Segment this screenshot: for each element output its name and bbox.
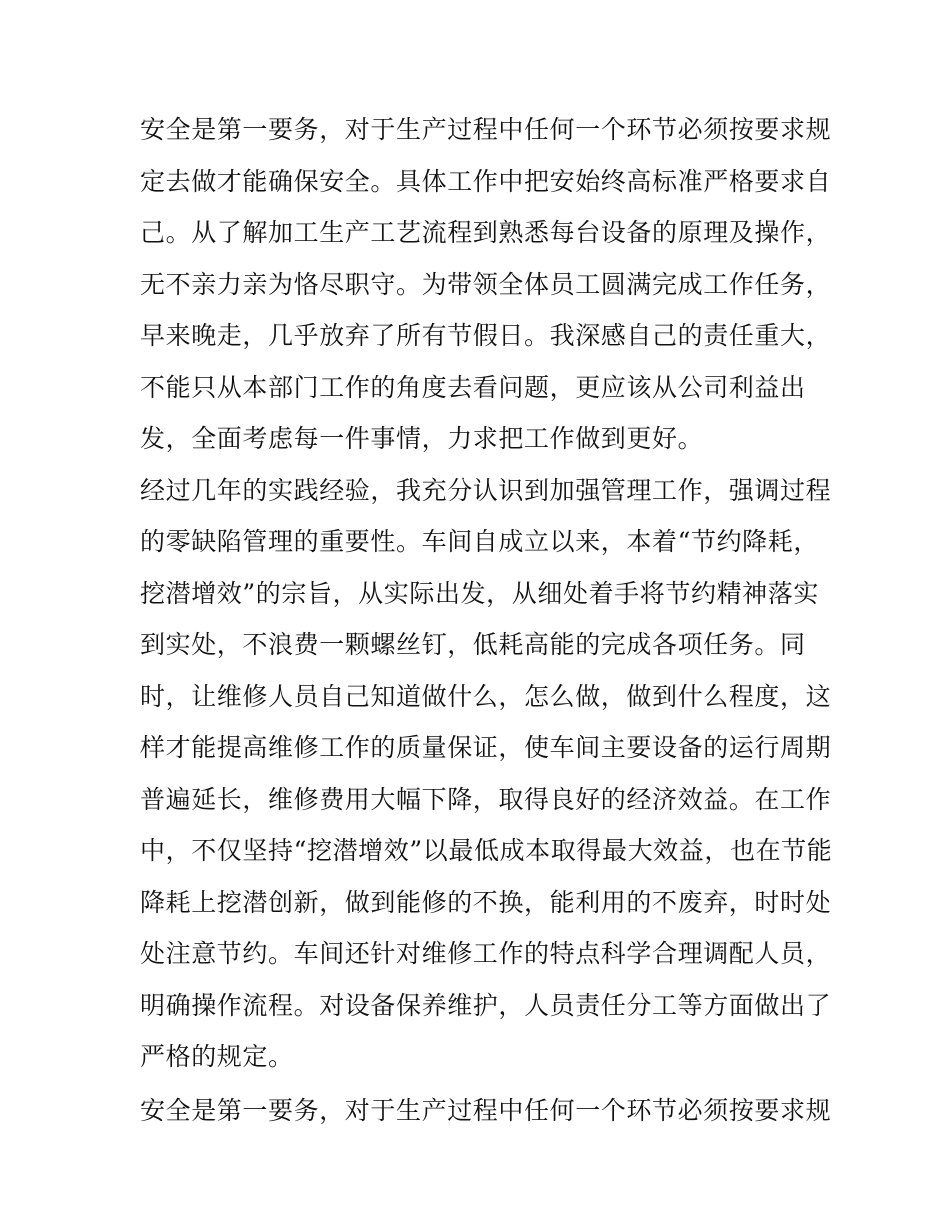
text-line: 样才能提高维修工作的质量保证，使车间主要设备的运行周期 [140, 733, 832, 762]
text-line: 定去做才能确保安全。具体工作中把安始终高标准严格要求自 [140, 166, 832, 196]
text-line: 己。从了解加工生产工艺流程到熟悉每台设备的原理及操作， [140, 218, 832, 247]
text-line: 不能只从本部门工作的角度去看问题，更应该从公司利益出 [140, 372, 806, 402]
text-line: 处注意节约。车间还针对维修工作的特点科学合理调配人员， [140, 939, 832, 968]
text-line: 严格的规定。 [140, 1042, 294, 1071]
text-line: 无不亲力亲为恪尽职守。为带领全体员工圆满完成工作任务， [140, 269, 832, 299]
text-line: 安全是第一要务，对于生产过程中任何一个环节必须按要求规 [140, 115, 832, 144]
text-line: 到实处，不浪费一颗螺丝钉，低耗高能的完成各项任务。同 [140, 630, 806, 659]
text-line: 挖潜增效”的宗旨，从实际出发，从细处着手将节约精神落实 [140, 578, 819, 608]
text-line: 时，让维修人员自己知道做什么，怎么做，做到什么程度，这 [140, 681, 832, 711]
paragraph-1 [140, 104, 832, 465]
text-line: 早来晚走，几乎放弃了所有节假日。我深感自己的责任重大， [140, 321, 832, 350]
text-line: 的零缺陷管理的重要性。车间自成立以来，本着“节约降耗， [140, 527, 819, 556]
text-line: 经过几年的实践经验，我充分认识到加强管理工作，强调过程 [140, 475, 832, 505]
text-line: 中，不仅坚持“挖潜增效”以最低成本取得最大效益，也在节能 [140, 836, 833, 865]
text-line: 明确操作流程。对设备保养维护，人员责任分工等方面做出了 [140, 990, 832, 1020]
text-line: 安全是第一要务，对于生产过程中任何一个环节必须按要求规 [140, 1095, 832, 1125]
text-line: 普遍延长，维修费用大幅下降，取得良好的经济效益。在工作 [140, 784, 832, 814]
paragraph-3 [140, 1085, 832, 1137]
paragraph-2 [140, 465, 833, 1083]
text-line: 降耗上挖潜创新，做到能修的不换，能利用的不废弃，时时处 [140, 887, 832, 917]
document-body [140, 104, 833, 1136]
text-line: 发，全面考虑每一件事情，力求把工作做到更好。 [140, 424, 704, 453]
